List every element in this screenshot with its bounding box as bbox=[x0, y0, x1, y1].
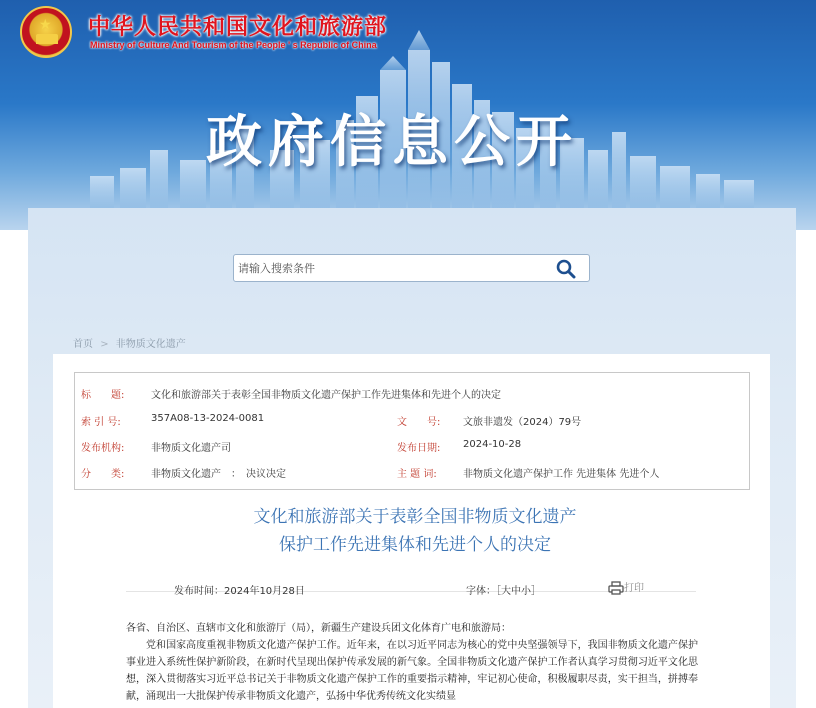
meta-title-value: 文化和旅游部关于表彰全国非物质文化遗产保护工作先进集体和先进个人的决定 bbox=[151, 390, 501, 401]
meta-category-label: 分 类: bbox=[81, 469, 125, 480]
ministry-name-cn[interactable]: 中华人民共和国文化和旅游部 bbox=[88, 15, 388, 40]
meta-org-label: 发布机构: bbox=[81, 443, 125, 454]
document-info-bar bbox=[126, 568, 696, 597]
printer-icon bbox=[608, 581, 624, 595]
publish-time: 发布时间：2024年10月28日 bbox=[174, 586, 305, 597]
header-banner bbox=[0, 0, 816, 230]
font-size-selector bbox=[466, 582, 541, 597]
document-paragraph: 党和国家高度重视非物质文化遗产保护工作。近年来，在以习近平同志为核心的党中央坚强领导下，我国非物质文化遗产保护事业进入系统性保护新阶段，在新时代呈现出保护传承发展的新气象。全国非物质文化遗产保护工作者认真学习贯彻习近平文化思想，深入贯彻落实习近平总书记关于非物质文化遗产保护工作的重要指示精神，牢记初心使命，积极履职尽责，实干担当，拼搏奉献，涌现出一大批保护传承非物质文化遗产，弘扬中华优秀传统文化实绩显 bbox=[126, 640, 698, 702]
search-input[interactable] bbox=[236, 257, 546, 279]
meta-index-value: 357A08-13-2024-0081 bbox=[151, 413, 265, 424]
meta-docno-value: 文旅非遗发（2024）79号 bbox=[463, 417, 582, 428]
breadcrumb bbox=[73, 335, 190, 350]
banner-title: 政府信息公开 bbox=[206, 110, 578, 175]
document-title bbox=[120, 503, 710, 559]
font-size-small-option[interactable]: 小 bbox=[521, 586, 531, 597]
meta-date-value: 2024-10-28 bbox=[463, 439, 522, 450]
meta-docno-label: 文 号: bbox=[397, 417, 441, 428]
document-title-line-1: 文化和旅游部关于表彰全国非物质文化遗产 bbox=[253, 507, 577, 527]
meta-index-label: 索 引 号: bbox=[81, 417, 121, 428]
meta-topic-value: 非物质文化遗产保护工作 先进集体 先进个人 bbox=[463, 469, 660, 480]
breadcrumb-current[interactable]: 非物质文化遗产 bbox=[115, 339, 186, 350]
meta-date-label: 发布日期: bbox=[397, 443, 441, 454]
font-size-open-bracket: ［ bbox=[496, 586, 501, 597]
national-emblem-icon: ★ bbox=[20, 6, 72, 58]
document-title-line-2: 保护工作先进集体和先进个人的决定 bbox=[279, 535, 551, 555]
ministry-name-en[interactable]: Ministry of Culture And Tourism of the People ' s Republic of China bbox=[90, 40, 377, 50]
document-body bbox=[126, 620, 698, 705]
breadcrumb-home[interactable]: 首页 bbox=[73, 339, 93, 350]
meta-title-label: 标 题: bbox=[81, 390, 125, 401]
meta-category-value: 非物质文化遗产 ： 决议决定 bbox=[151, 469, 286, 480]
print-label: 打印 bbox=[624, 583, 644, 594]
search-icon[interactable] bbox=[555, 259, 577, 279]
meta-org-value: 非物质文化遗产司 bbox=[151, 443, 231, 454]
search-box bbox=[233, 254, 590, 282]
document-metadata-table bbox=[74, 372, 750, 490]
font-size-large-option[interactable]: 大 bbox=[501, 586, 511, 597]
font-size-medium-option[interactable]: 中 bbox=[511, 586, 521, 597]
font-size-close-bracket: ］ bbox=[531, 586, 541, 597]
document-salutation: 各省、自治区、直辖市文化和旅游厅（局），新疆生产建设兵团文化体育广电和旅游局： bbox=[126, 623, 511, 634]
breadcrumb-separator: > bbox=[100, 339, 109, 350]
font-size-label: 字体： bbox=[466, 586, 496, 597]
meta-topic-label: 主 题 词: bbox=[397, 469, 437, 480]
print-button[interactable] bbox=[608, 579, 644, 595]
